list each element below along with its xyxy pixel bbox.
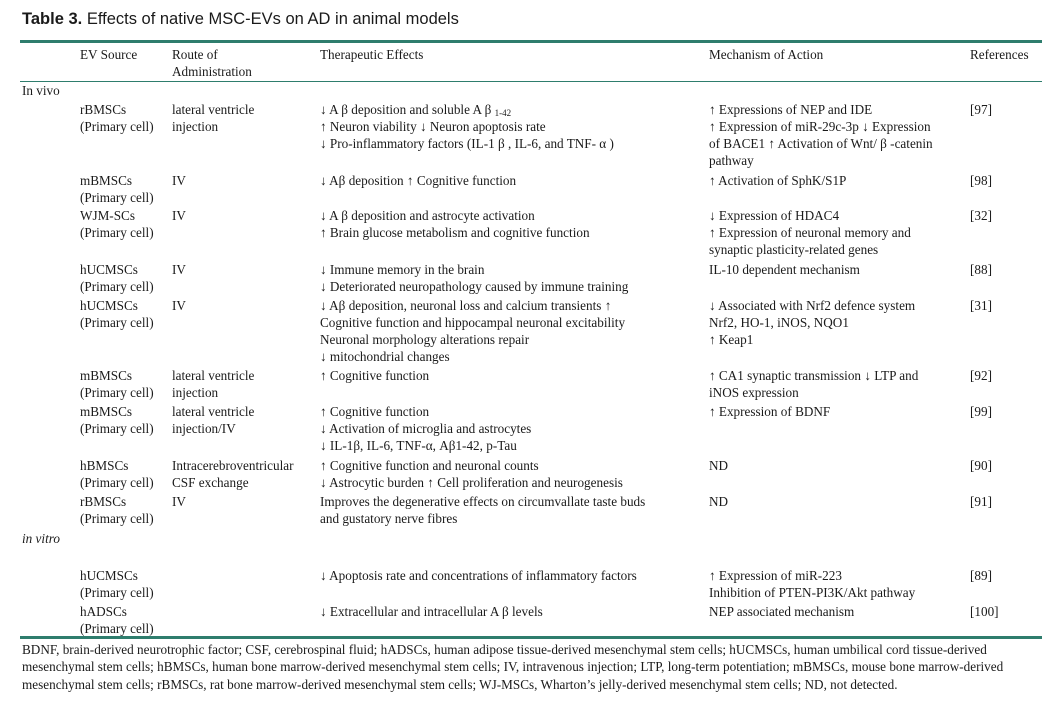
cell-ev-source: (Primary cell) — [80, 475, 154, 490]
cell-mechanism: ↑ Expression of BDNF — [709, 404, 831, 419]
cell-therapeutic-effect: ↓ Apoptosis rate and concentrations of inflammatory factors — [320, 568, 637, 583]
cell-therapeutic-effect: ↑ Cognitive function — [320, 404, 430, 419]
cell-therapeutic-effect: ↓ Aβ deposition, neuronal loss and calcium transients ↑ — [320, 298, 612, 313]
cell-route: IV — [172, 262, 186, 277]
cell-ev-source: hBMSCs — [80, 458, 129, 473]
cell-mechanism: ↑ Expression of miR-223 — [709, 568, 842, 583]
cell-ev-source: (Primary cell) — [80, 385, 154, 400]
cell-reference: [99] — [970, 404, 992, 419]
cell-mechanism: ↓ Associated with Nrf2 defence system — [709, 298, 916, 313]
cell-reference: [97] — [970, 102, 992, 117]
table-caption — [22, 8, 1042, 30]
cell-mechanism: ↑ Keap1 — [709, 332, 754, 347]
cell-reference: [92] — [970, 368, 992, 383]
cell-ev-source: (Primary cell) — [80, 279, 154, 294]
cell-reference: [98] — [970, 173, 992, 188]
cell-reference: [31] — [970, 298, 992, 313]
cell-mechanism: ↑ Expression of neuronal memory and — [709, 225, 911, 240]
cell-route: CSF exchange — [172, 475, 249, 490]
cell-therapeutic-effect: ↑ Cognitive function and neuronal counts — [320, 458, 539, 473]
cell-reference: [91] — [970, 494, 992, 509]
cell-therapeutic-effect: and gustatory nerve fibres — [320, 511, 458, 526]
cell-ev-source: (Primary cell) — [80, 315, 154, 330]
header-references: References — [970, 47, 1029, 62]
cell-ev-source: hUCMSCs — [80, 262, 138, 277]
cell-reference: [88] — [970, 262, 992, 277]
cell-mechanism: ↓ Expression of HDAC4 — [709, 208, 840, 223]
section-in-vitro: in vitro — [22, 531, 60, 546]
cell-therapeutic-effect: ↓ Immune memory in the brain — [320, 262, 485, 277]
header-route-line1: Route of — [172, 47, 218, 62]
cell-route: Intracerebroventricular — [172, 458, 294, 473]
subscript-text: 1-42 — [494, 108, 512, 118]
header-mechanism: Mechanism of Action — [709, 47, 824, 62]
cell-mechanism: Inhibition of PTEN-PI3K/Akt pathway — [709, 585, 916, 600]
cell-therapeutic-effect: Neuronal morphology alterations repair — [320, 332, 530, 347]
cell-mechanism: ND — [709, 458, 729, 473]
cell-ev-source: hADSCs — [80, 604, 127, 619]
cell-mechanism: pathway — [709, 153, 754, 168]
top-rule — [20, 40, 1042, 43]
cell-route: IV — [172, 173, 186, 188]
cell-therapeutic-effect: ↓ mitochondrial changes — [320, 349, 450, 364]
cell-mechanism: ↑ Activation of SphK/S1P — [709, 173, 847, 188]
header-ev-source: EV Source — [80, 47, 138, 62]
cell-reference: [90] — [970, 458, 992, 473]
cell-mechanism: NEP associated mechanism — [709, 604, 855, 619]
cell-ev-source: (Primary cell) — [80, 190, 154, 205]
cell-therapeutic-effect: ↓ IL-1β, IL-6, TNF-α, Aβ1-42, p-Tau — [320, 438, 517, 453]
cell-ev-source: mBMSCs — [80, 404, 133, 419]
cell-therapeutic-effect: Improves the degenerative effects on circumvallate taste buds — [320, 494, 646, 509]
cell-reference: [32] — [970, 208, 992, 223]
cell-therapeutic-effect: ↓ Activation of microglia and astrocytes — [320, 421, 532, 436]
cell-mechanism: ↑ Expressions of NEP and IDE — [709, 102, 873, 117]
cell-route: IV — [172, 494, 186, 509]
bottom-rule — [20, 636, 1042, 639]
cell-mechanism: ↑ CA1 synaptic transmission ↓ LTP and — [709, 368, 919, 383]
cell-ev-source: WJM-SCs — [80, 208, 135, 223]
cell-ev-source: (Primary cell) — [80, 225, 154, 240]
cell-reference: [89] — [970, 568, 992, 583]
cell-therapeutic-effect: ↓ A β deposition and soluble A β $_{1-42}$ — [320, 102, 512, 118]
cell-therapeutic-effect: ↓ A β deposition and astrocyte activation — [320, 208, 535, 223]
cell-reference: [100] — [970, 604, 999, 619]
cell-therapeutic-effect: ↓ Aβ deposition ↑ Cognitive function — [320, 173, 517, 188]
cell-ev-source: (Primary cell) — [80, 421, 154, 436]
cell-therapeutic-effect: ↑ Brain glucose metabolism and cognitive function — [320, 225, 590, 240]
cell-mechanism: ND — [709, 494, 729, 509]
table-footnote: BDNF, brain-derived neurotrophic factor; CSF, cerebrospinal fluid; hADSCs, human adipose tissue-derived mesenchymal stem cells; hUCMSCs, human umbilical cord tissue-derived mesenchymal stem cells; hBMSCs, human bone marrow-derived mesenchymal stem cells; IV, intravenous injection; LTP, long-term potentiation; mBMSCs, mouse bone marrow-derived mesenchymal stem cells; rBMSCs, rat bone marrow-derived mesenchymal stem cells; WJ-MSCs, Wharton’s jelly-derived mesenchymal stem cells; ND, not detected. — [22, 642, 1004, 692]
cell-ev-source: (Primary cell) — [80, 621, 154, 636]
cell-therapeutic-effect: Cognitive function and hippocampal neuronal excitability — [320, 315, 626, 330]
cell-therapeutic-effect: ↑ Neuron viability ↓ Neuron apoptosis rate — [320, 119, 546, 134]
cell-therapeutic-effect: ↓ Astrocytic burden ↑ Cell proliferation and neurogenesis — [320, 475, 623, 490]
cell-therapeutic-effect: ↓ Extracellular and intracellular A β levels — [320, 604, 543, 619]
cell-ev-source: (Primary cell) — [80, 511, 154, 526]
header-rule — [20, 81, 1042, 82]
cell-ev-source: mBMSCs — [80, 173, 133, 188]
cell-mechanism: IL-10 dependent mechanism — [709, 262, 860, 277]
header-therapeutic-effects: Therapeutic Effects — [320, 47, 424, 62]
cell-ev-source: rBMSCs — [80, 102, 127, 117]
cell-therapeutic-effect: ↓ Pro-inflammatory factors (IL-1 β , IL-6, and TNF- α ) — [320, 136, 614, 151]
cell-route: lateral ventricle — [172, 368, 255, 383]
cell-route: IV — [172, 208, 186, 223]
cell-mechanism: ↑ Expression of miR-29c-3p ↓ Expression — [709, 119, 931, 134]
cell-ev-source: hUCMSCs — [80, 298, 138, 313]
cell-ev-source: mBMSCs — [80, 368, 133, 383]
cell-mechanism: of BACE1 ↑ Activation of Wnt/ β -catenin — [709, 136, 933, 151]
section-in-vivo: In vivo — [22, 83, 60, 98]
cell-mechanism: synaptic plasticity-related genes — [709, 242, 879, 257]
cell-therapeutic-effect: ↓ Deteriorated neuropathology caused by immune training — [320, 279, 629, 294]
cell-ev-source: (Primary cell) — [80, 119, 154, 134]
cell-route: injection/IV — [172, 421, 236, 436]
cell-route: injection — [172, 119, 219, 134]
cell-route: injection — [172, 385, 219, 400]
cell-ev-source: (Primary cell) — [80, 585, 154, 600]
cell-route: IV — [172, 298, 186, 313]
cell-mechanism: Nrf2, HO-1, iNOS, NQO1 — [709, 315, 849, 330]
cell-mechanism: iNOS expression — [709, 385, 799, 400]
cell-route: lateral ventricle — [172, 404, 255, 419]
cell-therapeutic-effect: ↑ Cognitive function — [320, 368, 430, 383]
cell-ev-source: hUCMSCs — [80, 568, 138, 583]
header-route-line2: Administration — [172, 64, 252, 79]
table-label: Table 3. — [22, 10, 83, 28]
table-title: Effects of native MSC-EVs on AD in animal models — [86, 10, 459, 28]
cell-route: lateral ventricle — [172, 102, 255, 117]
cell-ev-source: rBMSCs — [80, 494, 127, 509]
